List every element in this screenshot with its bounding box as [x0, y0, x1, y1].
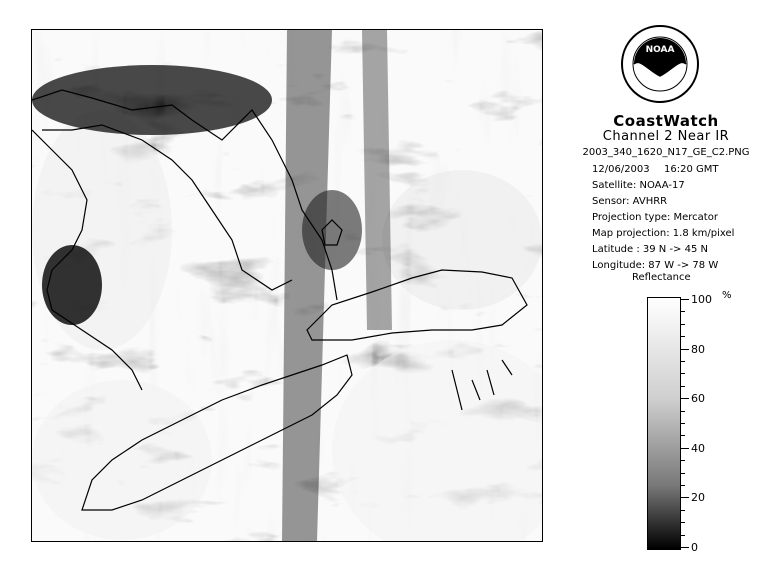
legend-tick-mark — [681, 398, 689, 399]
legend-tick-label: 0 — [691, 541, 698, 554]
legend-tick-mark — [681, 547, 689, 548]
satellite-info: Satellite: NOAA-17 — [592, 180, 685, 191]
noaa-logo — [620, 24, 700, 104]
sensor-info: Sensor: AVHRR — [592, 196, 668, 207]
reflectance-colorbar — [647, 297, 681, 550]
legend-tick-label: 20 — [691, 491, 705, 505]
legend-minor-tick — [681, 423, 685, 424]
legend-minor-tick — [681, 460, 685, 461]
legend-minor-tick — [681, 435, 685, 436]
legend-minor-tick — [681, 522, 685, 523]
legend-tick-label: 100 — [691, 293, 712, 306]
legend-minor-tick — [681, 336, 685, 337]
legend-minor-tick — [681, 485, 685, 486]
legend-tick-label: 60 — [691, 392, 705, 406]
app-title: CoastWatch — [613, 112, 719, 130]
legend-minor-tick — [681, 324, 685, 325]
longitude-range: Longitude: 87 W -> 78 W — [592, 260, 719, 271]
map-image — [32, 30, 542, 541]
legend-tick-label: 80 — [691, 342, 705, 356]
date-value: 12/06/2003 — [592, 164, 650, 175]
logo-text: NOAA — [645, 45, 675, 55]
legend-tick-mark — [681, 349, 689, 350]
legend-minor-tick — [681, 373, 685, 374]
channel-subtitle: Channel 2 Near IR — [602, 129, 730, 144]
legend-minor-tick — [681, 510, 685, 511]
time-value: 16:20 GMT — [664, 164, 719, 175]
legend-minor-tick — [681, 535, 685, 536]
legend-minor-tick — [681, 386, 685, 387]
legend-tick-mark — [681, 299, 689, 300]
legend-minor-tick — [681, 473, 685, 474]
legend-minor-tick — [681, 361, 685, 362]
satellite-map — [31, 29, 543, 542]
legend-minor-tick — [681, 411, 685, 412]
map-projection: Map projection: 1.8 km/pixel — [592, 228, 735, 239]
legend-tick-mark — [681, 497, 689, 498]
projection-type: Projection type: Mercator — [592, 212, 718, 223]
legend-minor-tick — [681, 311, 685, 312]
legend-tick-mark — [681, 448, 689, 449]
image-filename: 2003_340_1620_N17_GE_C2.PNG — [582, 147, 750, 158]
legend-unit: % — [722, 290, 732, 301]
legend-label: Reflectance — [632, 272, 691, 283]
legend-tick-label: 40 — [691, 441, 705, 455]
latitude-range: Latitude : 39 N -> 45 N — [592, 244, 708, 255]
